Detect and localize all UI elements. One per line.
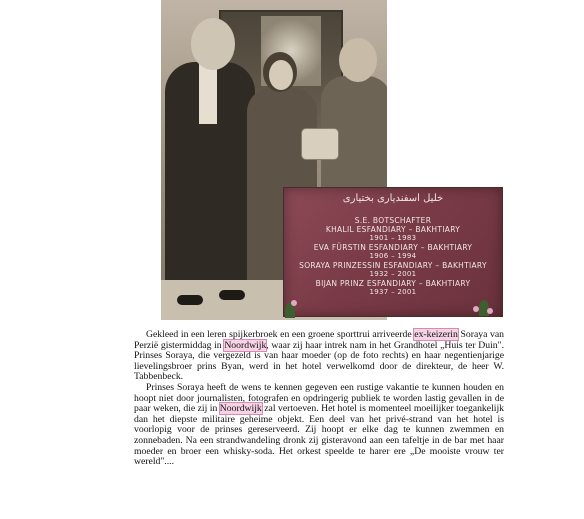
flower-shape (473, 306, 479, 312)
flower-shape (487, 308, 493, 314)
gravestone-plants (283, 298, 501, 318)
flower-shape (291, 300, 297, 306)
newspaper-article (134, 330, 504, 468)
gravestone-line: 1901 – 1983 (369, 234, 417, 242)
photo-handbag (301, 128, 339, 160)
gravestone-line: KHALIL ESFANDIARY – BAKHTIARY (325, 225, 461, 234)
article-text: Prinses Soraya heeft de wens te kennen gegeven een rustige vakantie te kunnen houden en hoopt niet door journalisten, fotografen en opdringerig publiek te worden lastig gevallen in de paar weken, die zij in (134, 381, 504, 415)
photo-man-shirt (199, 64, 217, 124)
gravestone-line: 1906 – 1994 (369, 252, 417, 260)
gravestone-persian-inscription: خلیل اسفندیاری بختیاری (342, 193, 444, 204)
gravestone-line: S.E. BOTSCHAFTER (354, 216, 432, 225)
article-text: Gekleed in een leren spijkerbroek en een groene sporttrui arriveerde (146, 329, 415, 340)
article-paragraph-1 (134, 330, 504, 383)
photo-shoe (177, 295, 203, 305)
gravestone-line: EVA FÜRSTIN ESFANDIARY – BAKHTIARY (313, 243, 473, 252)
highlight-noordwijk: Noordwijk (219, 403, 262, 415)
highlight-ex-keizerin: ex-keizerin (414, 329, 458, 340)
gravestone-line: 1937 – 2001 (369, 288, 417, 296)
article-paragraph-2 (134, 383, 504, 468)
photo-woman-center-face (269, 60, 293, 90)
gravestone-line: SORAYA PRINZESSIN ESFANDIARY – BAKHTIARY (299, 261, 487, 270)
article-text: , waar zij haar intrek nam in het Grandhotel „Huis ter Duin". Prinses Soraya, die vergezeld is van haar moeder (op de foto rechts) en haar negentienjarige lievelingsbroer prins Byan, werd in het hotel verwelkomd door de direkteur, de heer W. Tabbenbeck. (134, 339, 504, 383)
article-text: zal vertoeven. Het hotel is momenteel moeilijker toegankelijk dan het diepste militaire geheime objekt. Een deel van het privé-strand van het hotel is voorlopig voor de prinses gereserveerd. Zij hoopt er elke dag te kunnen zwemmen en zonnebaden. Na een strandwandeling dronk zij gisteravond aan een tafeltje in de bar met haar moeder en broer een whisky-soda. Het orkest speelde te harer ere „De mooiste vrouw ter wereld".... (134, 403, 504, 468)
photo-man-head (191, 18, 235, 70)
photo-shoe (219, 290, 245, 300)
gravestone-line: BIJAN PRINZ ESFANDIARY – BAKHTIARY (315, 279, 471, 288)
photo-woman-right-head (339, 38, 377, 82)
gravestone-line: 1932 – 2001 (369, 270, 417, 278)
article-text: Soraya van Perzië gistermiddag in (134, 329, 504, 351)
highlight-noordwijk: Noordwijk (224, 339, 267, 351)
